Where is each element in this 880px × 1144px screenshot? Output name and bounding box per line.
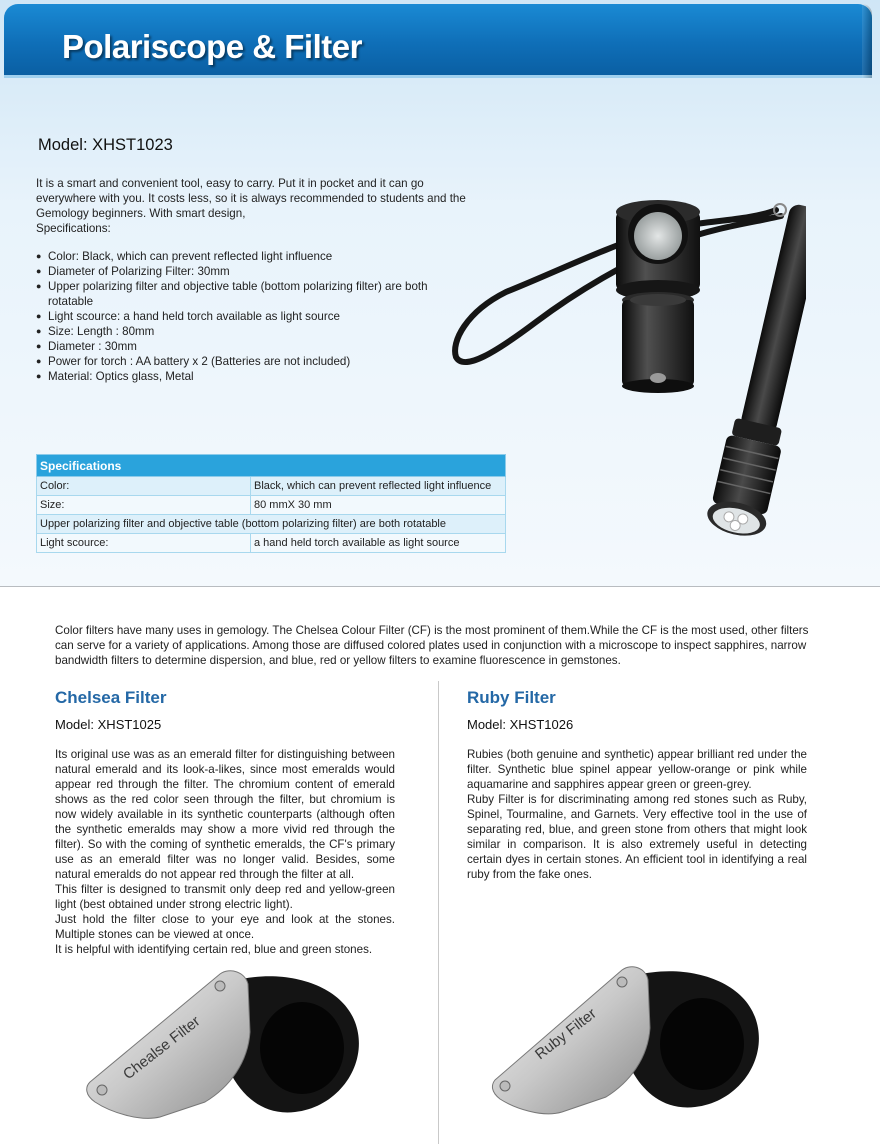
table-header: Specifications [37,455,506,477]
table-cell-full: Upper polarizing filter and objective table (bottom polarizing filter) are both rotatable [37,515,506,534]
spec-item: ● Light scource: a hand held torch available as light source [36,309,456,324]
spec-item: ● Diameter of Polarizing Filter: 30mm [36,264,456,279]
ruby-title: Ruby Filter [467,688,556,707]
table-cell-value: 80 mmX 30 mm [251,496,506,515]
title-bar [4,4,872,78]
spec-item: ● Material: Optics glass, Metal [36,369,456,384]
chelsea-description [55,747,395,957]
product-intro [36,176,466,236]
table-cell-label: Color: [37,477,251,496]
column-divider [438,681,439,1144]
table-cell-value: Black, which can prevent reflected light influence [251,477,506,496]
table-cell-value: a hand held torch available as light source [251,534,506,553]
ruby-paragraph: Rubies (both genuine and synthetic) appear brilliant red under the filter. Synthetic blue spinel appear yellow-orange or pink while aquamarine and sapphires appear green or green-grey. [467,748,807,791]
spec-item: ● Diameter : 30mm [36,339,456,354]
table-cell-label: Size: [37,496,251,515]
spec-item: ● Color: Black, which can prevent reflected light influence [36,249,456,264]
spec-bullet-list [36,249,456,384]
chelsea-device-label: Chealse Filter [119,1012,204,1084]
spec-item: ● Upper polarizing filter and objective table (bottom polarizing filter) are both rotatable [36,279,456,309]
table-row [37,515,506,534]
ruby-description [467,747,807,882]
page-title: Polariscope & Filter [62,28,362,65]
ruby-paragraph: Ruby Filter is for discriminating among red stones such as Ruby, Spinel, Tourmaline, and Garnets. Very effective tool in the use of separating red, blue, and green stone from others that might look similar in comparison. It is also extremely useful in detecting certain dyes in certain stones. An efficient tool in identifying a real ruby from the fake ones. [467,793,807,881]
chelsea-paragraph: This filter is designed to transmit only deep red and yellow-green light (best obtained under strong electric light). [55,883,395,911]
chelsea-filter-image [80,962,380,1122]
specifications-table [36,454,506,553]
table-row [37,496,506,515]
chelsea-title: Chelsea Filter [55,688,167,707]
intro-paragraph: It is a smart and convenient tool, easy to carry. Put it in pocket and it can go everywhere with you. It costs less, so it is always recommended to students and the Gemology beginners. With smart design, [36,177,466,220]
spec-item: ● Size: Length : 80mm [36,324,456,339]
ruby-device-label: Ruby Filter [531,1005,600,1064]
chelsea-model: Model: XHST1025 [55,717,162,732]
chelsea-paragraph: Just hold the filter close to your eye and look at the stones. Multiple stones can be viewed at once. [55,913,395,941]
table-cell-label: Light scource: [37,534,251,553]
chelsea-filter-section [55,688,395,957]
ruby-model: Model: XHST1026 [467,717,574,732]
chelsea-paragraph: It is helpful with identifying certain red, blue and green stones. [55,943,373,956]
table-row [37,534,506,553]
table-row [37,477,506,496]
section-divider [0,586,880,587]
spec-item: ● Power for torch : AA battery x 2 (Batteries are not included) [36,354,456,369]
ruby-filter-image [490,962,780,1122]
product-model: Model: XHST1023 [38,136,173,154]
ruby-filter-section [467,688,807,882]
specifications-label: Specifications: [36,222,111,235]
chelsea-paragraph: Its original use was as an emerald filter for distinguishing between natural emerald and its look-a-likes, since most emeralds would appear red through the filter. The chromium content of emerald shows as the red color seen through the filter, but chromium is now widely available in its synthetic counterparts (although often the synthetic emeralds may show a more vivid red through the filter). So with the coming of synthetic emeralds, the CF's primary use as an emerald filter was no longer valid. Besides, some natural emeralds do not appear red through the filter at all. [55,748,395,881]
color-filters-intro: Color filters have many uses in gemology. The Chelsea Colour Filter (CF) is the most prominent of them.While the CF is the most used, other filters can serve for a variety of applications. Among those are diffused colored plates used in conjunction with a microscope to inspect sapphires, narrow bandwidth filters to determine dispersion, and blue, red or yellow filters to examine fluorescence in gemstones. [55,624,809,667]
